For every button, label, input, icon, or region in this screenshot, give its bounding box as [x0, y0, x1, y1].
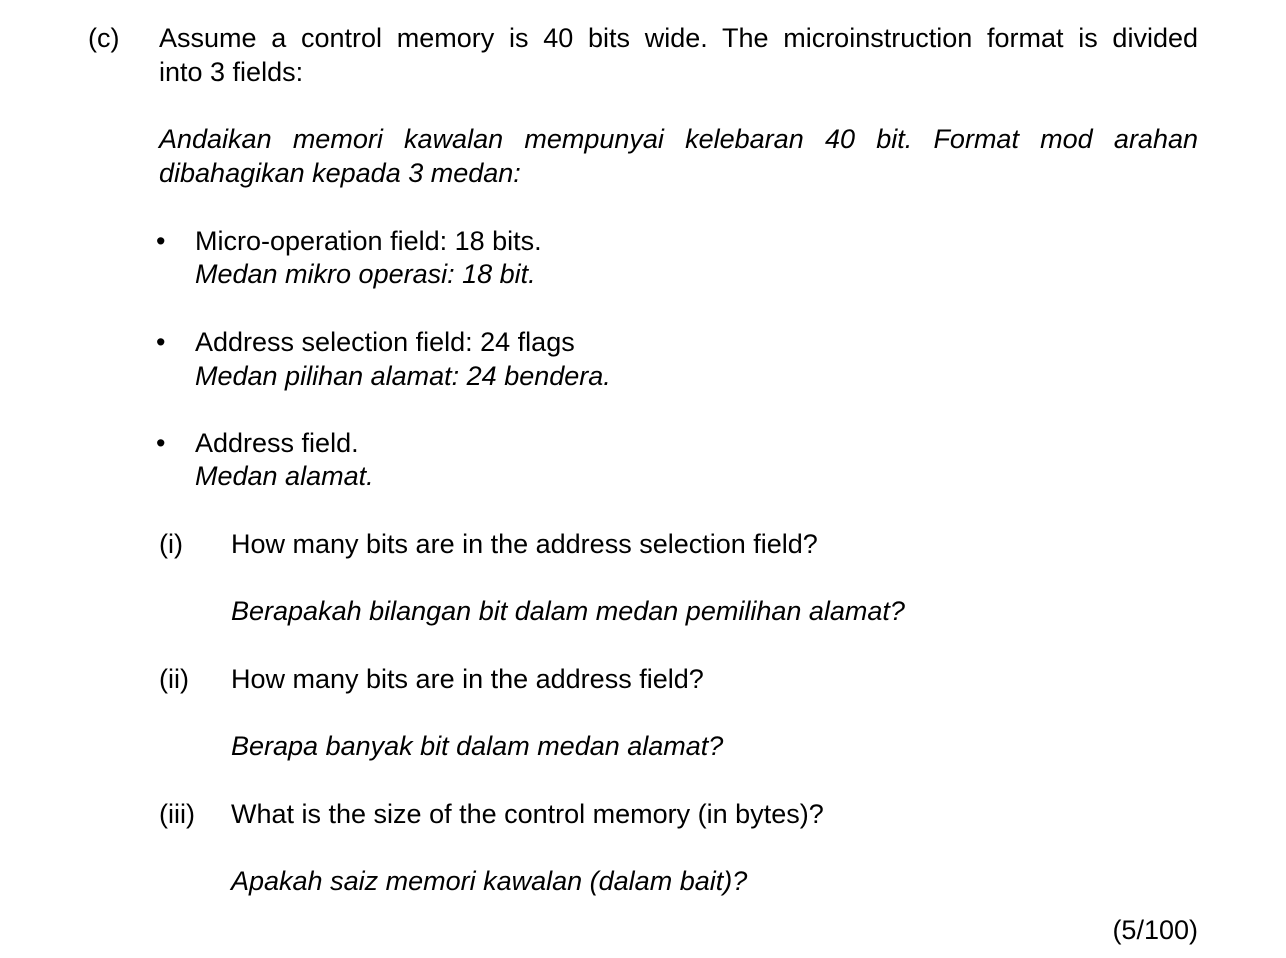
- intro-english-line1: Assume a control memory is 40 bits wide. The microinstruction format is divided: [159, 23, 1198, 53]
- bullet-icon: •: [156, 226, 166, 256]
- marks-label: (5/100): [1112, 915, 1198, 945]
- subquestion-label: (i): [159, 529, 183, 559]
- bullet-english: Address field.: [195, 428, 359, 458]
- subquestion-malay: Berapakah bilangan bit dalam medan pemilihan alamat?: [231, 596, 905, 626]
- subquestion-label: (ii): [159, 664, 189, 694]
- intro-english-line2: into 3 fields:: [159, 57, 304, 87]
- bullet-malay: Medan pilihan alamat: 24 bendera.: [195, 361, 611, 391]
- subquestion-malay: Apakah saiz memori kawalan (dalam bait)?: [231, 866, 748, 896]
- bullet-icon: •: [156, 428, 166, 458]
- bullet-english: Address selection field: 24 flags: [195, 327, 575, 357]
- bullet-malay: Medan mikro operasi: 18 bit.: [195, 259, 536, 289]
- intro-malay-line2: dibahagikan kepada 3 medan:: [159, 158, 521, 188]
- subquestion-malay: Berapa banyak bit dalam medan alamat?: [231, 731, 724, 761]
- subquestion-english: What is the size of the control memory (in bytes)?: [231, 799, 824, 829]
- bullet-english: Micro-operation field: 18 bits.: [195, 226, 542, 256]
- subquestion-label: (iii): [159, 799, 195, 829]
- bullet-malay: Medan alamat.: [195, 461, 374, 491]
- question-label: (c): [88, 23, 120, 53]
- intro-malay-line1: Andaikan memori kawalan mempunyai kelebaran 40 bit. Format mod arahan: [159, 124, 1198, 154]
- bullet-icon: •: [156, 327, 166, 357]
- subquestion-english: How many bits are in the address field?: [231, 664, 704, 694]
- subquestion-english: How many bits are in the address selection field?: [231, 529, 818, 559]
